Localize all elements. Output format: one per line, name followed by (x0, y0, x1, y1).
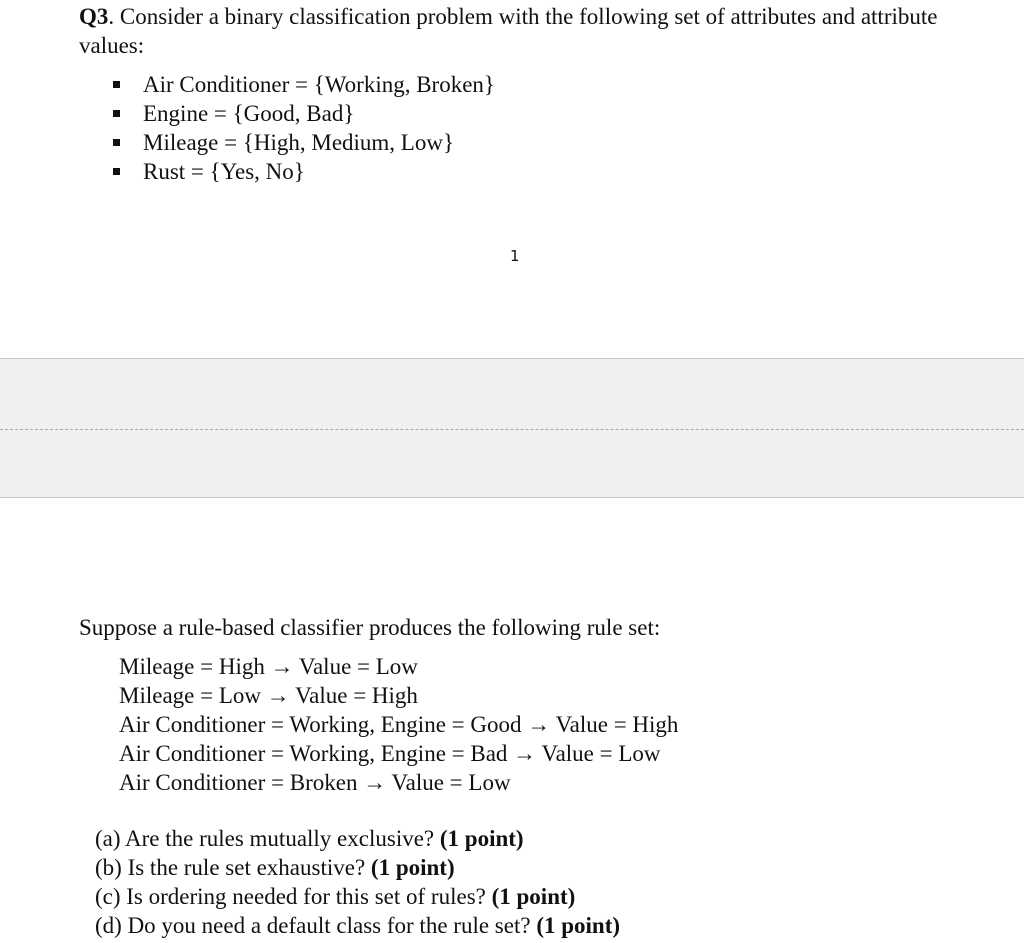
list-item (110, 157, 495, 186)
bullet-icon (113, 81, 120, 88)
sub-question-a (95, 824, 620, 853)
points-label: (1 point) (370, 855, 455, 880)
list-item (110, 99, 495, 128)
points-label: (1 point) (536, 913, 621, 938)
points-label: (1 point) (439, 826, 524, 851)
question-text: . Consider a binary classification problem with the following set of attributes and attribute values: (79, 4, 938, 58)
question-heading (79, 2, 979, 60)
bullet-icon (113, 168, 120, 175)
page-2 (0, 498, 1024, 943)
attribute-text: Mileage = {High, Medium, Low} (143, 130, 455, 155)
rule-line: Mileage = High → Value = Low (119, 654, 418, 679)
attribute-text: Rust = {Yes, No} (143, 159, 305, 184)
page-break-line (0, 429, 1024, 430)
points-label: (1 point) (491, 884, 576, 909)
bullet-icon (113, 139, 120, 146)
page-1 (0, 0, 1024, 358)
sub-questions (95, 824, 620, 940)
attribute-text: Air Conditioner = {Working, Broken} (143, 72, 495, 97)
rule-line: Mileage = Low → Value = High (119, 683, 418, 708)
page-break-gap (0, 358, 1024, 498)
sub-question-d (95, 911, 620, 940)
question-text: (c) Is ordering needed for this set of rules? (95, 884, 492, 909)
page-number: 1 (510, 247, 520, 265)
question-text: (a) Are the rules mutually exclusive? (95, 826, 440, 851)
rule-set-intro: Suppose a rule-based classifier produces the following rule set: (79, 615, 661, 640)
sub-question-b (95, 853, 620, 882)
rule-line: Air Conditioner = Broken → Value = Low (119, 770, 511, 795)
bullet-icon (113, 110, 120, 117)
rule-line: Air Conditioner = Working, Engine = Bad → Value = Low (119, 741, 661, 766)
attribute-list (110, 70, 495, 186)
rule-line: Air Conditioner = Working, Engine = Good → Value = High (119, 712, 679, 737)
question-text: (d) Do you need a default class for the rule set? (95, 913, 537, 938)
attribute-text: Engine = {Good, Bad} (143, 101, 355, 126)
sub-question-c (95, 882, 620, 911)
rule-set (119, 652, 678, 797)
list-item (110, 128, 495, 157)
question-number: Q3 (79, 4, 109, 29)
list-item (110, 70, 495, 99)
question-text: (b) Is the rule set exhaustive? (95, 855, 371, 880)
